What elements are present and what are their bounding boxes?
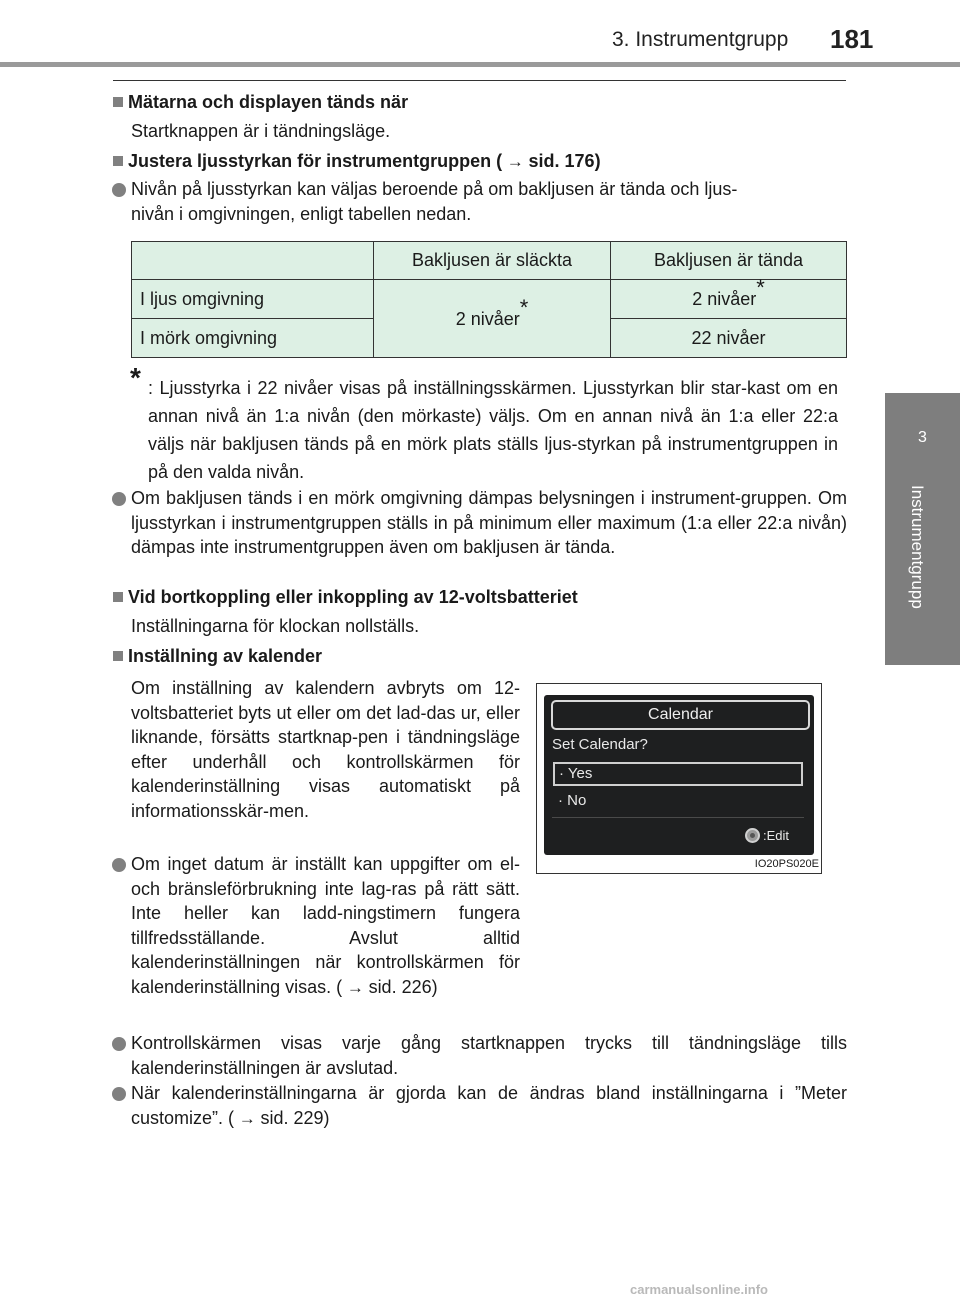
square-bullet-icon [113, 156, 123, 166]
section-heading-brightness: Justera ljusstyrkan för instrumentgruppen ( → sid. 176) [113, 151, 601, 172]
footnote-star: * [519, 294, 529, 320]
table-row-label: I mörk omgivning [132, 319, 374, 358]
table-corner-cell [132, 242, 374, 280]
header-divider [0, 62, 960, 67]
option-yes: · Yes [553, 762, 803, 786]
table-cell: 2 nivåer* [374, 280, 611, 358]
round-bullet-icon [112, 492, 126, 506]
side-tab-label: Instrumentgrupp [908, 485, 927, 609]
calendar-question: Set Calendar? [552, 736, 648, 753]
table-row-label: I ljus omgivning [132, 280, 374, 319]
screen-divider [552, 817, 804, 818]
content-divider [113, 80, 846, 81]
option-no: · No [558, 792, 587, 809]
page-ref-link[interactable]: sid. 229) [260, 1107, 330, 1128]
arrow-right-icon: → [502, 152, 529, 171]
section-text: Startknappen är i tändningsläge. [131, 121, 391, 141]
arrow-right-icon: → [234, 1108, 261, 1128]
bullet-text: När kalenderinställningarna är gjorda kan de ändras bland inställningarna i ”Meter customize”. ( → sid. 229) [131, 1083, 847, 1128]
square-bullet-icon [113, 97, 123, 107]
arrow-right-icon: → [342, 977, 369, 997]
dial-knob-icon [745, 828, 760, 843]
footnote-marker: * [130, 362, 141, 393]
chapter-side-tab[interactable] [885, 393, 960, 665]
chapter-title: 3. Instrumentgrupp [612, 28, 789, 51]
bullet-text: Nivån på ljusstyrkan kan väljas beroende på om bakljusen är tända och ljus- nivån i omgivningen, enligt tabellen nedan. [131, 179, 738, 224]
section-text: Om inställning av kalendern avbryts om 12-voltsbatteriet byts ut eller om det lad-das ur, eller liknande, försätts startknap-pen i tändningsläge efter underhåll och kontrollskärmen för kalenderinställning visas automatiskt på informationsskär-men. [131, 678, 520, 821]
footnote-star: * [756, 275, 765, 300]
section-heading-calendar: Inställning av kalender [113, 646, 322, 667]
side-tab-number: 3 [918, 429, 927, 446]
table-col-header: Bakljusen är släckta [374, 242, 611, 280]
page-number: 181 [830, 24, 874, 54]
page-ref-link[interactable]: sid. 176) [528, 151, 601, 171]
round-bullet-icon [112, 1087, 126, 1101]
section-heading-display: Mätarna och displayen tänds när [113, 92, 408, 113]
bullet-text: Om inget datum är inställt kan uppgifter om el- och bränsleförbrukning inte lag-ras på rätt sätt. Inte heller kan ladd-ningstimern fungera tillfredsställande. Avslut alltid kalenderinställningen när kontrollskärmen för kalenderinställning visas. ( → sid. 226) [131, 854, 520, 997]
table-col-header: Bakljusen är tända [611, 242, 847, 280]
brightness-table [131, 241, 847, 358]
round-bullet-icon [112, 1037, 126, 1051]
square-bullet-icon [113, 651, 123, 661]
edit-label: :Edit [763, 828, 790, 843]
section-heading-battery: Vid bortkoppling eller inkoppling av 12-voltsbatteriet [113, 587, 578, 608]
figure-code: IO20PS020E [754, 858, 819, 870]
table-cell: 2 nivåer* [611, 280, 847, 319]
footnote-text: : Ljusstyrka i 22 nivåer visas på inställningsskärmen. Ljusstyrkan blir star-kast om en annan nivå än 1:a nivån (den mörkaste) väljs. Om en annan nivå än 1:a eller 22:a väljs när bakljusen tänds på en mörk plats ställs ljus-styrkan på instrumentgruppen in på den valda nivån. [148, 378, 838, 482]
round-bullet-icon [112, 183, 126, 197]
calendar-screen-figure [536, 683, 822, 874]
round-bullet-icon [112, 858, 126, 872]
footer-watermark: carmanualsonline.info [630, 1282, 768, 1297]
page-ref-link[interactable]: sid. 226) [368, 976, 438, 997]
display-screen [544, 695, 814, 855]
bullet-text: Om bakljusen tänds i en mörk omgivning dämpas belysningen i instrument-gruppen. Om ljusstyrkan i instrumentgruppen ställs in på minimum eller maximum (1:a eller 22:a nivån) dämpas inte instrumentgruppen även om bakljusen är tända. [131, 488, 847, 557]
table-cell: 22 nivåer [611, 319, 847, 358]
section-text: Inställningarna för klockan nollställs. [131, 616, 420, 636]
calendar-title: Calendar [551, 700, 810, 730]
bullet-text: Kontrollskärmen visas varje gång startknappen trycks till tändningsläge tills kalenderinställningen är avslutad. [131, 1033, 847, 1078]
square-bullet-icon [113, 592, 123, 602]
